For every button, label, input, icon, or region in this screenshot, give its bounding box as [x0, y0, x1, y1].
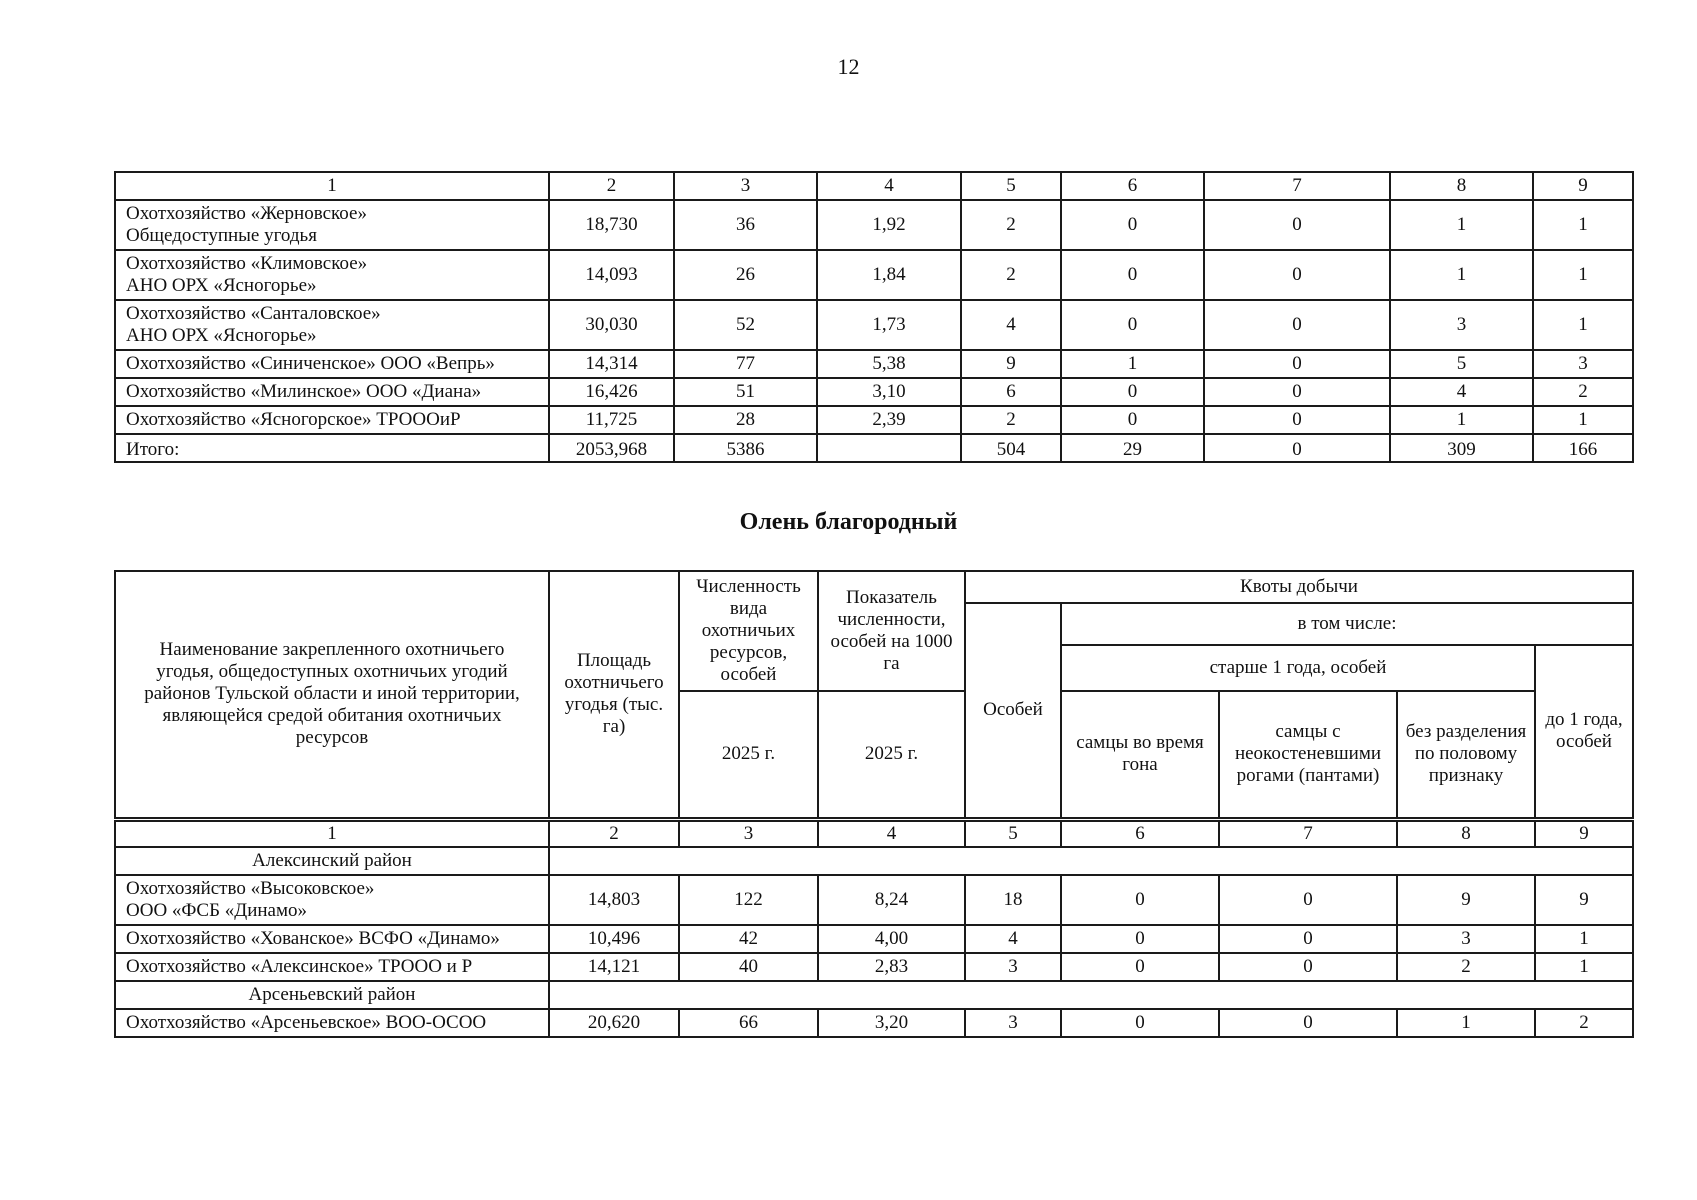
value-cell-c6: 0	[1061, 300, 1204, 350]
page-number: 12	[837, 54, 860, 79]
value-cell-c3: 52	[674, 300, 817, 350]
value-cell-c6: 1	[1061, 350, 1204, 378]
value-cell-c8: 1	[1397, 1009, 1535, 1037]
column-number-cell: 7	[1219, 819, 1397, 847]
header-under-one: до 1 года, особей	[1535, 645, 1633, 819]
column-number-cell: 2	[549, 172, 674, 200]
value-cell-c5: 6	[961, 378, 1061, 406]
value-cell-c6: 0	[1061, 925, 1219, 953]
total-cell-c6: 29	[1061, 434, 1204, 462]
value-cell-c3: 77	[674, 350, 817, 378]
value-cell-c8: 1	[1390, 200, 1533, 250]
value-cell-c8: 4	[1390, 378, 1533, 406]
value-cell-c3: 51	[674, 378, 817, 406]
header-older: старше 1 года, особей	[1061, 645, 1535, 691]
value-cell-c6: 0	[1061, 1009, 1219, 1037]
header-year-density: 2025 г.	[818, 691, 965, 819]
value-cell-c6: 0	[1061, 250, 1204, 300]
value-cell-c5: 2	[961, 406, 1061, 434]
hunting-ground-name	[115, 953, 549, 981]
header-year-count: 2025 г.	[679, 691, 818, 819]
header-males-antlers: самцы с неокостеневшими рогами (пантами)	[1219, 691, 1397, 819]
hunting-ground-name	[115, 925, 549, 953]
district-name: Арсеньевский район	[115, 981, 549, 1009]
value-cell-c2: 20,620	[549, 1009, 679, 1037]
value-cell-c3: 36	[674, 200, 817, 250]
value-cell-c8: 2	[1397, 953, 1535, 981]
value-cell-c3: 122	[679, 875, 818, 925]
name-line-1: Охотхозяйство «Алексинское» ТРООО и Р	[126, 956, 473, 977]
section-title: Олень благородный	[739, 509, 958, 535]
hunting-ground-name	[115, 1009, 549, 1037]
name-line-1: Охотхозяйство «Климовское»	[126, 253, 368, 274]
table-row	[115, 350, 1633, 378]
value-cell-c2: 10,496	[549, 925, 679, 953]
hunting-ground-name	[115, 250, 549, 300]
value-cell-c5: 9	[961, 350, 1061, 378]
value-cell-c9: 1	[1535, 953, 1633, 981]
table-row	[115, 953, 1633, 981]
value-cell-c9: 1	[1533, 250, 1633, 300]
district-row	[115, 847, 1633, 875]
name-line-1: Охотхозяйство «Хованское» ВСФО «Динамо»	[126, 928, 500, 949]
value-cell-c4: 1,84	[817, 250, 961, 300]
name-line-1: Охотхозяйство «Синиченское» ООО «Вепрь»	[126, 353, 495, 374]
value-cell-c4: 2,39	[817, 406, 961, 434]
total-cell-c3: 5386	[674, 434, 817, 462]
hunting-ground-name	[115, 300, 549, 350]
name-line-2: АНО ОРХ «Ясногорье»	[126, 325, 317, 346]
column-number-cell: 4	[817, 172, 961, 200]
total-cell-c5: 504	[961, 434, 1061, 462]
value-cell-c7: 0	[1204, 406, 1390, 434]
value-cell-c2: 30,030	[549, 300, 674, 350]
column-number-cell: 7	[1204, 172, 1390, 200]
header-quotas: Квоты добычи	[965, 571, 1633, 603]
column-number-cell: 5	[965, 819, 1061, 847]
header-males-rut: самцы во время гона	[1061, 691, 1219, 819]
hunting-ground-name	[115, 200, 549, 250]
table-row	[115, 875, 1633, 925]
value-cell-c7: 0	[1219, 953, 1397, 981]
value-cell-c6: 0	[1061, 378, 1204, 406]
column-number-cell: 1	[115, 819, 549, 847]
name-line-2: АНО ОРХ «Ясногорье»	[126, 275, 317, 296]
column-number-cell: 8	[1390, 172, 1533, 200]
value-cell-c8: 3	[1390, 300, 1533, 350]
name-line-1: Охотхозяйство «Ясногорское» ТРОООиР	[126, 409, 461, 430]
column-number-cell: 6	[1061, 172, 1204, 200]
value-cell-c9: 2	[1533, 378, 1633, 406]
name-line-2: ООО «ФСБ «Динамо»	[126, 900, 308, 921]
column-number-cell: 9	[1533, 172, 1633, 200]
value-cell-c7: 0	[1219, 925, 1397, 953]
value-cell-c9: 3	[1533, 350, 1633, 378]
value-cell-c4: 8,24	[818, 875, 965, 925]
district-filler	[549, 847, 1633, 875]
value-cell-c6: 0	[1061, 953, 1219, 981]
value-cell-c7: 0	[1219, 875, 1397, 925]
total-cell-c7: 0	[1204, 434, 1390, 462]
district-row	[115, 981, 1633, 1009]
value-cell-c5: 18	[965, 875, 1061, 925]
value-cell-c5: 2	[961, 200, 1061, 250]
value-cell-c2: 14,314	[549, 350, 674, 378]
table-row	[115, 925, 1633, 953]
value-cell-c4: 1,73	[817, 300, 961, 350]
column-number-row	[115, 172, 1633, 200]
table-row	[115, 378, 1633, 406]
value-cell-c4: 3,10	[817, 378, 961, 406]
value-cell-c7: 0	[1204, 250, 1390, 300]
hunting-ground-name	[115, 406, 549, 434]
total-cell-c9: 166	[1533, 434, 1633, 462]
column-number-cell: 2	[549, 819, 679, 847]
table-bottom	[114, 570, 1634, 1038]
total-cell-c4	[817, 434, 961, 462]
value-cell-c5: 4	[965, 925, 1061, 953]
value-cell-c2: 11,725	[549, 406, 674, 434]
value-cell-c9: 1	[1535, 925, 1633, 953]
value-cell-c8: 5	[1390, 350, 1533, 378]
name-line-1: Охотхозяйство «Жерновское»	[126, 203, 367, 224]
value-cell-c2: 14,803	[549, 875, 679, 925]
value-cell-c9: 1	[1533, 300, 1633, 350]
value-cell-c6: 0	[1061, 875, 1219, 925]
column-number-cell: 9	[1535, 819, 1633, 847]
header-individuals: Особей	[965, 603, 1061, 819]
name-line-1: Охотхозяйство «Милинское» ООО «Диана»	[126, 381, 482, 402]
value-cell-c5: 3	[965, 953, 1061, 981]
value-cell-c8: 9	[1397, 875, 1535, 925]
value-cell-c2: 16,426	[549, 378, 674, 406]
column-number-cell: 6	[1061, 819, 1219, 847]
name-line-1: Охотхозяйство «Арсеньевское» ВОО-ОСОО	[126, 1012, 487, 1033]
value-cell-c8: 1	[1390, 406, 1533, 434]
value-cell-c3: 42	[679, 925, 818, 953]
name-line-1: Охотхозяйство «Санталовское»	[126, 303, 381, 324]
value-cell-c7: 0	[1204, 200, 1390, 250]
total-row	[115, 434, 1633, 462]
hunting-ground-name	[115, 350, 549, 378]
value-cell-c7: 0	[1204, 300, 1390, 350]
value-cell-c7: 0	[1219, 1009, 1397, 1037]
table-row	[115, 300, 1633, 350]
column-number-cell: 8	[1397, 819, 1535, 847]
value-cell-c7: 0	[1204, 378, 1390, 406]
hunting-ground-name	[115, 875, 549, 925]
header-name: Наименование закрепленного охотничьего угодья, общедоступных охотничьих угодий районов Тульской области и иной территории, являющейся средой обитания охотничьих ресурсов	[115, 571, 549, 819]
total-cell-c2: 2053,968	[549, 434, 674, 462]
district-filler	[549, 981, 1633, 1009]
value-cell-c3: 40	[679, 953, 818, 981]
value-cell-c2: 14,093	[549, 250, 674, 300]
value-cell-c2: 18,730	[549, 200, 674, 250]
value-cell-c9: 1	[1533, 200, 1633, 250]
total-label: Итого:	[115, 434, 549, 462]
value-cell-c9: 2	[1535, 1009, 1633, 1037]
name-line-2: Общедоступные угодья	[126, 225, 317, 246]
value-cell-c5: 3	[965, 1009, 1061, 1037]
value-cell-c4: 2,83	[818, 953, 965, 981]
header-including: в том числе:	[1061, 603, 1633, 645]
district-name: Алексинский район	[115, 847, 549, 875]
value-cell-c4: 4,00	[818, 925, 965, 953]
table-row	[115, 200, 1633, 250]
value-cell-c4: 5,38	[817, 350, 961, 378]
table-row	[115, 250, 1633, 300]
table-row	[115, 406, 1633, 434]
value-cell-c5: 2	[961, 250, 1061, 300]
value-cell-c4: 3,20	[818, 1009, 965, 1037]
column-number-row	[115, 819, 1633, 847]
total-cell-c8: 309	[1390, 434, 1533, 462]
header-no-sex: без разделения по половому признаку	[1397, 691, 1535, 819]
value-cell-c3: 26	[674, 250, 817, 300]
name-line-1: Охотхозяйство «Высоковское»	[126, 878, 375, 899]
column-number-cell: 3	[679, 819, 818, 847]
column-number-cell: 3	[674, 172, 817, 200]
header-count: Численность вида охотничьих ресурсов, особей	[679, 571, 818, 691]
column-number-cell: 4	[818, 819, 965, 847]
value-cell-c3: 28	[674, 406, 817, 434]
value-cell-c7: 0	[1204, 350, 1390, 378]
table-row	[115, 1009, 1633, 1037]
value-cell-c2: 14,121	[549, 953, 679, 981]
value-cell-c8: 3	[1397, 925, 1535, 953]
value-cell-c4: 1,92	[817, 200, 961, 250]
column-number-cell: 5	[961, 172, 1061, 200]
value-cell-c5: 4	[961, 300, 1061, 350]
header-density: Показатель численности, особей на 1000 га	[818, 571, 965, 691]
header-area: Площадь охотничьего угодья (тыс. га)	[549, 571, 679, 819]
value-cell-c8: 1	[1390, 250, 1533, 300]
value-cell-c9: 9	[1535, 875, 1633, 925]
value-cell-c6: 0	[1061, 200, 1204, 250]
value-cell-c9: 1	[1533, 406, 1633, 434]
value-cell-c6: 0	[1061, 406, 1204, 434]
hunting-ground-name	[115, 378, 549, 406]
table-top	[114, 171, 1634, 463]
value-cell-c3: 66	[679, 1009, 818, 1037]
column-number-cell: 1	[115, 172, 549, 200]
